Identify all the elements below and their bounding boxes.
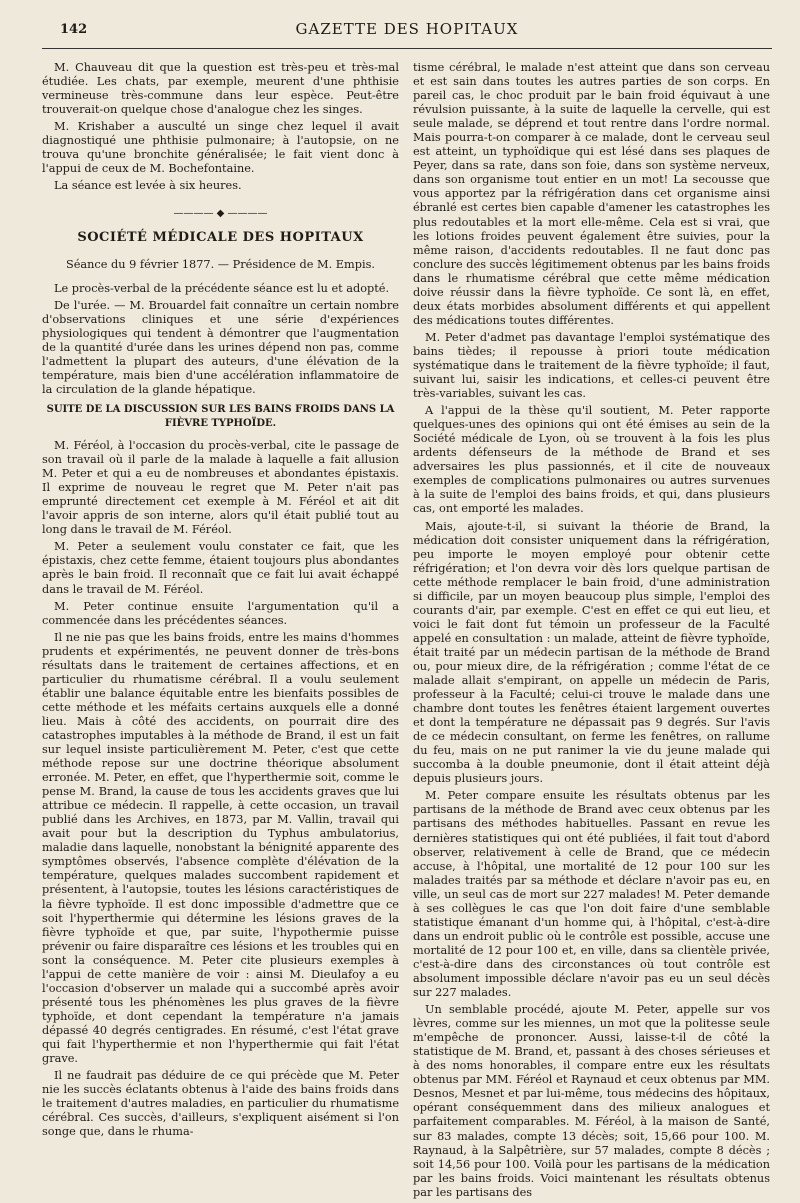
paragraph: tisme cérébral, le malade n'est atteint que dans son cerveau et est sain dans toutes les autres parties de son corps. En pareil cas, le choc produit par le bain froid équivaut à une révulsion puissante, à la suite de laquelle la cervelle, qui est seule malade, se déprend et tout rentre dans l'ordre normal. Mais pourra-t-on comparer à ce malade, dont le cerveau seul est atteint, un typhoïdique qui est lésé dans ses plaques de Peyer, dans sa rate, dans son foie, dans son système nerveux, dans son organisme tout entier en un mot! La secousse que vous apportez par la réfrigération dans cet organisme ainsi ébranlé est certes bien capable d'amener les catastrophes les plus redoutables et la mort elle-même. Cela est si vrai, que les lotions froides peuvent également être suivies, pour la même raison, d'accidents redoutables. Il ne faut donc pas conclure des succès légitimement obtenus par les bains froids dans le rhumatisme cérébral que cette même médication doive réussir dans la fièvre typhoïde. Ce sont là, en effet, deux états morbides absolument différents et qui appellent des médications toutes différentes. xyxy=(413,61,771,327)
paragraph: M. Peter compare ensuite les résultats obtenus par les partisans de la méthode de Brand avec ceux obtenus par les partisans des méthodes habituelles. Passant en revue les dernières statistiques qui ont été publiées, il fait tout d'abord observer, relativement à celle de Brand, que ce médecin accuse, à l'hôpital, une mortalité de 12 pour 100 sur les malades traités par sa méthode et déclare n'avoir pas eu, en ville, un seul cas de mort sur 227 malades! M. Peter demande à ses collègues le cas que l'on doit faire d'une semblable statistique émanant d'un homme qui, à l'hôpital, c'est-à-dire dans un endroit public où le contrôle est possible, accuse une mortalité de 12 pour 100 et, en ville, dans sa clientèle privée, c'est-à-dire dans des circonstances où tout contrôle est absolument impossible déclare n'avoir pas eu un seul décès sur 227 malades. xyxy=(413,789,770,1000)
right-column xyxy=(413,61,770,1203)
paragraph: M. Féréol, à l'occasion du procès-verbal, cite le passage de son travail où il parle de la malade à laquelle a fait allusion M. Peter et qui a eu de nombreuses et abondantes épistaxis. Il exprime de nouveau le regret que M. Peter n'ait pas emprunté directement cet exemple à M. Féréol et ait dit l'avoir appris de son interne, alors qu'il était publié tout au long dans le travail de M. Féréol. xyxy=(42,439,399,537)
discussion-title: SUITE DE LA DISCUSSION SUR LES BAINS FROIDS DANS LA FIÈVRE TYPHOÏDE. xyxy=(46,403,395,429)
paragraph: Mais, ajoute-t-il, si suivant la théorie de Brand, la médication doit consister uniquement dans la réfrigération, peu importe le moyen employé pour obtenir cette réfrigération; et l'on devra voir dès lors quelque partisan de cette méthode remplacer le bain froid, d'une administration si difficile, par un moyen beaucoup plus simple, l'emploi des courants d'air, par exemple. C'est en effet ce qui eut lieu, et voici le fait dont fut témoin un professeur de la Faculté appelé en consultation : un malade, atteint de fièvre typhoïde, était traité par un médecin partisan de la méthode de Brand ou, pour mieux dire, de la réfrigération ; comme l'état de ce malade allait s'empirant, on appelle un médecin de Paris, professeur à la Faculté; celui-ci trouve le malade dans une chambre dont toutes les fenêtres étaient largement ouvertes et dont la température ne dépassait pas 9 degrés. Sur l'avis de ce médecin consultant, on ferme les fenêtres, on rallume du feu, mais on ne put ranimer la vie du jeune malade qui succomba à la double pneumonie, dont il était atteint déjà depuis plusieurs jours. xyxy=(413,519,770,786)
paragraph: Le procès-verbal de la précédente séance est lu et adopté. xyxy=(54,281,390,295)
session-line: Séance du 9 février 1877. — Présidence de M. Empis. xyxy=(65,257,375,271)
columns xyxy=(42,61,772,1203)
page-header xyxy=(42,14,772,44)
paragraph: M. Peter continue ensuite l'argumentation qu'il a commencée dans les précédentes séances. xyxy=(42,599,399,627)
paragraph: Il ne faudrait pas déduire de ce qui précède que M. Peter nie les succès éclatants obtenus à l'aide des bains froids dans le traitement d'autres maladies, en particulier du rhumatisme cérébral. Ces succès, d'ailleurs, s'expliquent aisément si l'on songe que, dans le rhuma- xyxy=(42,1069,399,1139)
left-column xyxy=(42,61,399,1203)
paragraph: La séance est levée à six heures. xyxy=(54,179,242,193)
paragraph: A l'appui de la thèse qu'il soutient, M. Peter rapporte quelques-unes des opinions qui ont été émises au sein de la Société médicale de Lyon, où se trouvent à la fois les plus ardents défenseurs de la méthode de Brand et ses adversaires les plus passionnés, et il cite de nouveaux exemples de complications pulmonaires ou autres survenues à la suite de l'emploi des bains froids, et qui, dans plusieurs cas, ont emporté les malades. xyxy=(413,404,770,516)
paragraph: Un semblable procédé, ajoute M. Peter, appelle sur vos lèvres, comme sur les miennes, un mot que la politesse seule m'empêche de prononcer. Aussi, laisse-t-il de côté la statistique de M. Brand, et, passant à des choses sérieuses et à des noms honorables, il compare entre eux les résultats obtenus par MM. Féréol et Raynaud et ceux obtenus par MM. Desnos, Mesnet et par lui-même, tous médecins des hôpitaux, opérant conséquemment dans des milieux analogues et parfaitement comparables. M. Féréol, à la maison de Santé, sur 83 malades, compte 13 décès; soit, 15,66 pour 100. M. Raynaud, à la Salpêtrière, sur 57 malades, compte 8 décès ; soit 14,56 pour 100. Voilà pour les partisans de la médication par les bains froids. Voici maintenant les résultats obtenus par les partisans des xyxy=(413,1003,770,1199)
page-number: 142 xyxy=(60,22,88,37)
header-rule xyxy=(42,48,772,49)
paragraph: M. Krishaber a ausculté un singe chez lequel il avait diagnostiqué une phthisie pulmonaire; à l'autopsie, on ne trouva qu'une bronchite généralisée; le fait vient donc à l'appui de ceux de M. Bochefontaine. xyxy=(42,120,399,176)
paragraph: M. Peter a seulement voulu constater ce fait, que les épistaxis, chez cette femme, étaient toujours plus abondantes après le bain froid. Il reconnaît que ce fait lui avait échappé dans le travail de M. Féréol. xyxy=(42,540,399,596)
separator: ———— ◆ ———— xyxy=(173,208,268,220)
paragraph: M. Chauveau dit que la question est très-peu et très-mal étudiée. Les chats, par exemple, meurent d'une phthisie vermineuse très-commune dans leur espèce. Peut-être trouverait-on quelque chose d'analogue chez les singes. xyxy=(42,61,399,117)
journal-title: GAZETTE DES HOPITAUX xyxy=(295,20,519,38)
section-title: SOCIÉTÉ MÉDICALE DES HOPITAUX xyxy=(77,230,364,246)
paragraph: Il ne nie pas que les bains froids, entre les mains d'hommes prudents et expérimentés, ne peuvent donner de très-bons résultats dans le traitement de certaines affections, et en particulier du rhumatisme cérébral. Il a voulu seulement établir une balance équitable entre les bienfaits possibles de cette méthode et les méfaits certains auxquels elle a donné lieu. Mais à côté des accidents, on pourrait dire des catastrophes imputables à la méthode de Brand, il est un fait sur lequel insiste particulièrement M. Peter, c'est que cette méthode repose sur une doctrine théorique absolument erronée. M. Peter, en effet, que l'hyperthermie soit, comme le pense M. Brand, la cause de tous les accidents graves que lui attribue ce médecin. Il rappelle, à cette occasion, un travail publié dans les Archives, en 1873, par M. Vallin, travail qui avait pour but la description du Typhus ambulatorius, maladie dans laquelle, nonobstant la bénignité apparente des symptômes observés, l'absence complète d'élévation de la température, quelques malades succombent rapidement et présentent, à l'autopsie, toutes les lésions caractéristiques de la fièvre typhoïde. Il est donc impossible d'admettre que ce soit l'hyperthermie qui détermine les lésions graves de la fièvre typhoïde et que, par suite, l'hypothermie puisse prévenir ou faire disparaître ces lésions et les troubles qui en sont la conséquence. M. Peter cite plusieurs exemples à l'appui de cette manière de voir : ainsi M. Dieulafoy a eu l'occasion d'observer un malade qui a succombé après avoir présenté tous les phénomènes les plus graves de la fièvre typhoïde, et dont cependant la température n'a jamais dépassé 40 degrés centigrades. En résumé, c'est l'état grave qui fait l'hyperthermie et non l'hyperthermie qui fait l'état grave. xyxy=(42,630,399,1066)
paragraph: De l'urée. — M. Brouardel fait connaître un certain nombre d'observations cliniques et une série d'expériences physiologiques qui tendent à démontrer que l'augmentation de la quantité d'urée dans les urines dépend non pas, comme l'admettent la plupart des auteurs, d'une élévation de la température, mais bien d'une accélération inflammatoire de la circulation de la glande hépatique. xyxy=(42,298,399,396)
paragraph: M. Peter d'admet pas davantage l'emploi systématique des bains tièdes; il repousse à priori toute médication systématique dans le traitement de la fièvre typhoïde; il faut, suivant lui, saisir les indications, et celles-ci peuvent être très-variables, suivant les cas. xyxy=(413,330,770,401)
